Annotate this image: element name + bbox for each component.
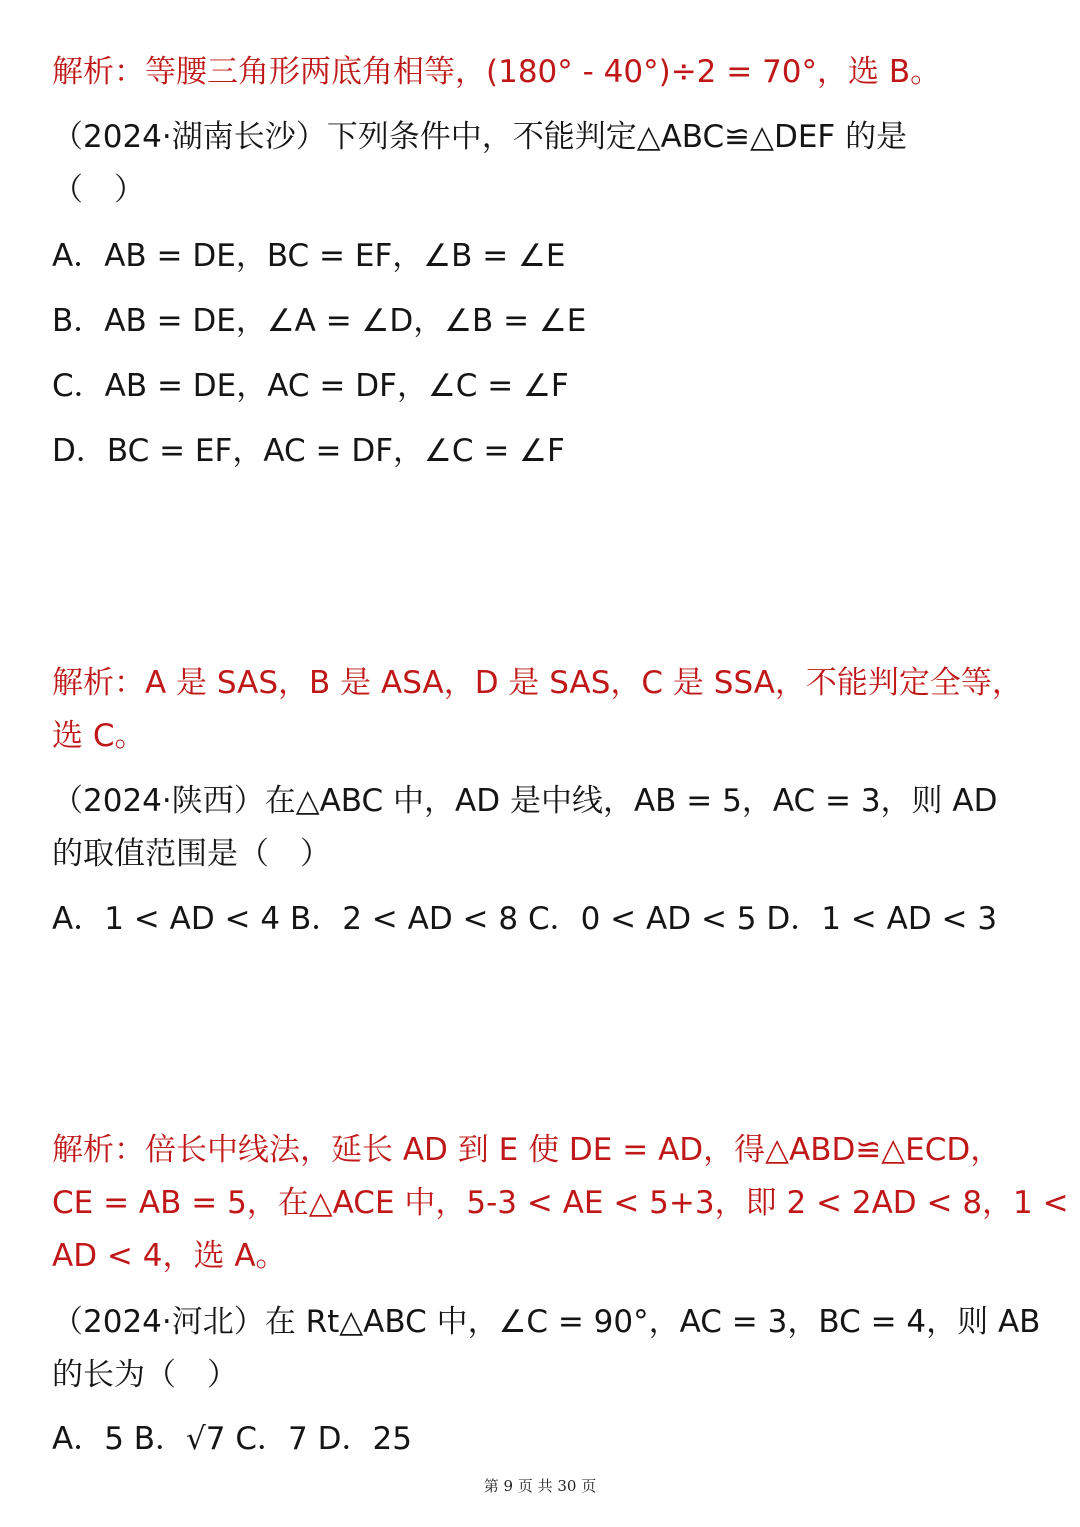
analysis-3-line-2: CE = AB = 5，在△ACE 中，5-3 < AE < 5+3，即 2 < 2AD < 8，1 < bbox=[52, 1185, 1069, 1221]
question-3-options: A．5 B．√7 C．7 D．25 bbox=[52, 1421, 412, 1457]
question-2-stem-line-1: （2024·陕西）在△ABC 中，AD 是中线，AB = 5，AC = 3，则 AD bbox=[52, 783, 998, 819]
analysis-1: 解析：等腰三角形两底角相等，(180° - 40°)÷2 = 70°，选 B。 bbox=[52, 54, 942, 90]
question-1-option-d: D．BC = EF，AC = DF，∠C = ∠F bbox=[52, 433, 565, 469]
page-number-footer: 第 9 页 共 30 页 bbox=[483, 1477, 597, 1495]
question-3-stem-line-2: 的长为（ ） bbox=[52, 1357, 238, 1393]
question-1-option-a: A．AB = DE，BC = EF，∠B = ∠E bbox=[52, 238, 566, 274]
question-2-stem-line-2: 的取值范围是（ ） bbox=[52, 836, 331, 872]
question-1-option-b: B．AB = DE，∠A = ∠D，∠B = ∠E bbox=[52, 303, 587, 339]
question-1-stem-line-1: （2024·湖南长沙）下列条件中，不能判定△ABC≌△DEF 的是 bbox=[52, 119, 908, 155]
analysis-2-line-1: 解析：A 是 SAS，B 是 ASA，D 是 SAS，C 是 SSA，不能判定全等， bbox=[52, 665, 1023, 701]
analysis-3-line-1: 解析：倍长中线法，延长 AD 到 E 使 DE = AD，得△ABD≌△ECD， bbox=[52, 1132, 1002, 1168]
question-1-stem-line-2: （ ） bbox=[52, 172, 145, 208]
analysis-3-line-3: AD < 4，选 A。 bbox=[52, 1238, 287, 1274]
analysis-2-line-2: 选 C。 bbox=[52, 718, 146, 754]
question-2-options: A．1 < AD < 4 B．2 < AD < 8 C．0 < AD < 5 D．1 < AD < 3 bbox=[52, 901, 998, 937]
question-1-option-c: C．AB = DE，AC = DF，∠C = ∠F bbox=[52, 368, 569, 404]
question-3-stem-line-1: （2024·河北）在 Rt△ABC 中，∠C = 90°，AC = 3，BC = 4，则 AB bbox=[52, 1304, 1041, 1340]
